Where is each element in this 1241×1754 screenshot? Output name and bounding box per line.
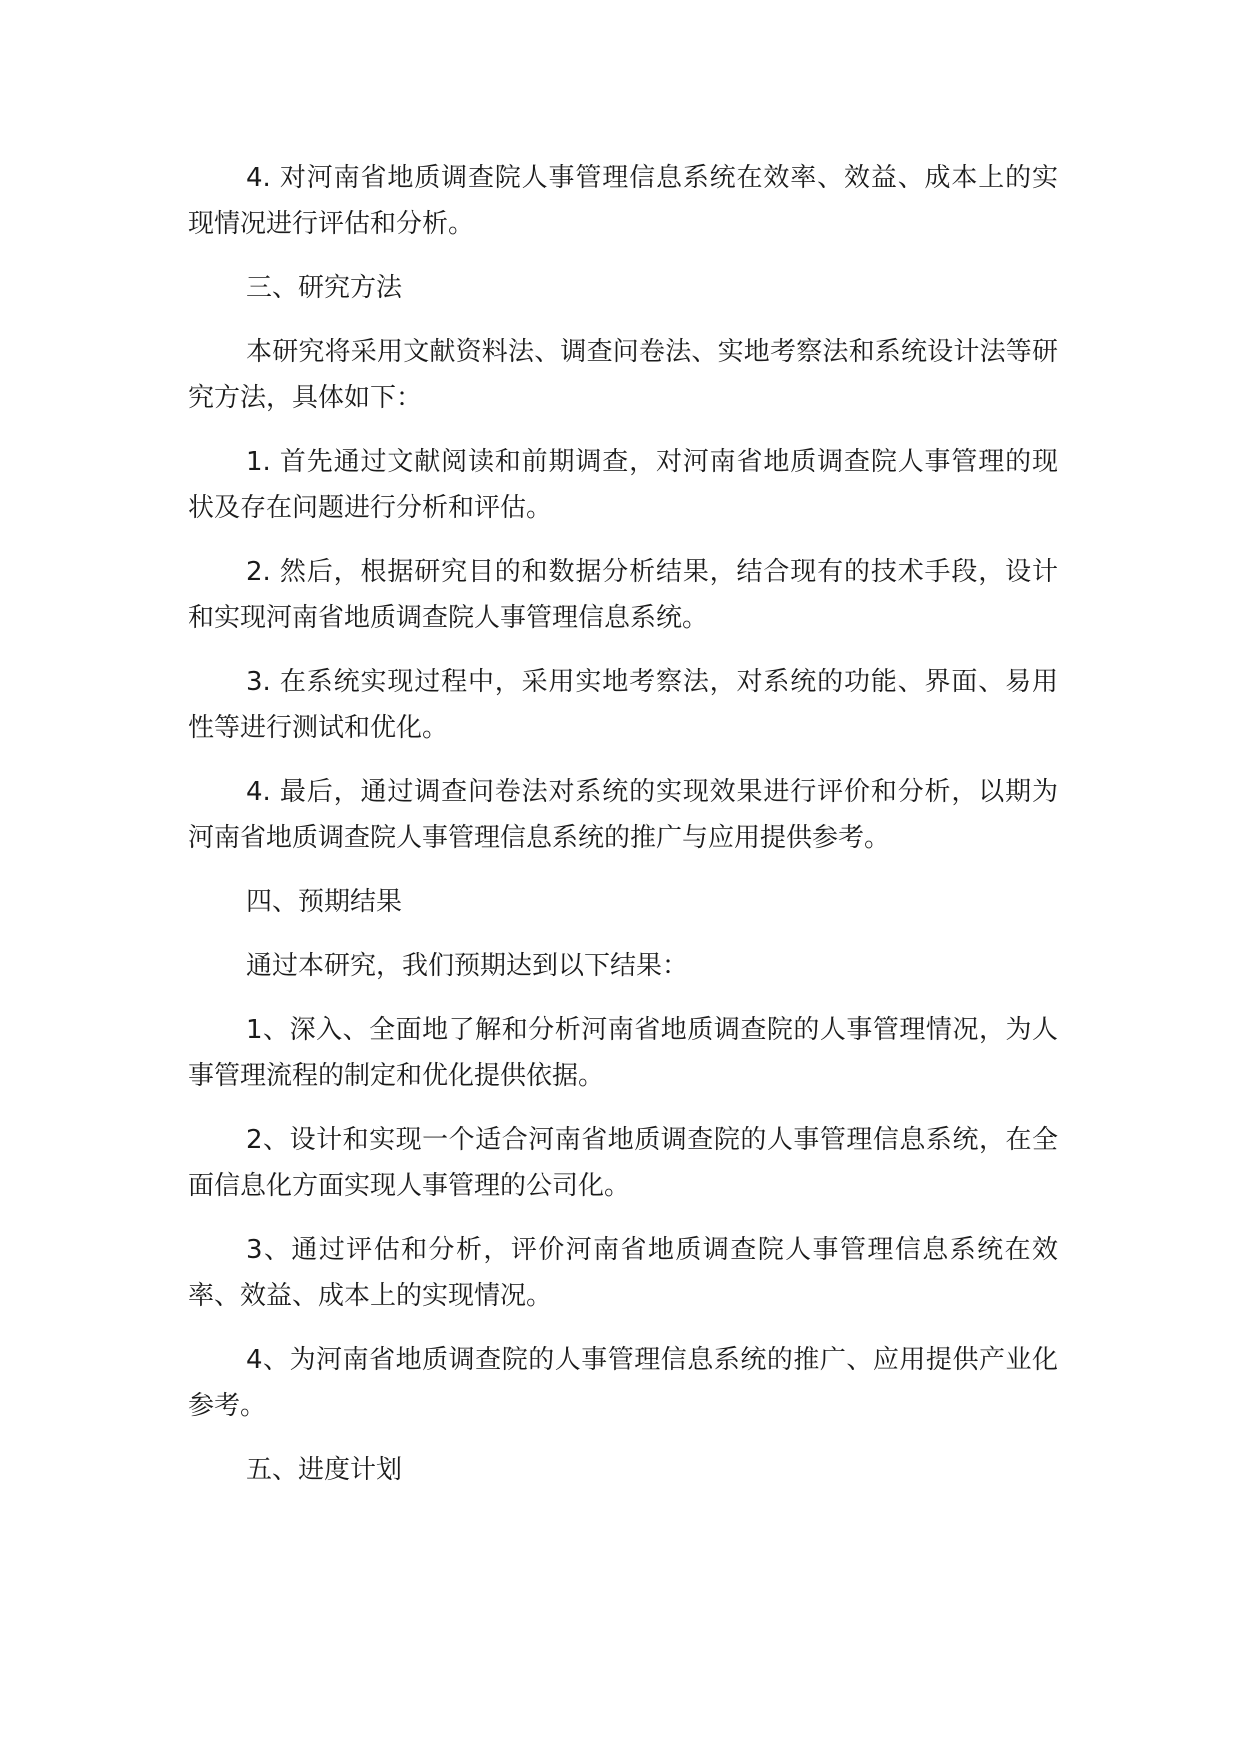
section-heading-expected-results: 四、预期结果 <box>246 887 403 917</box>
document-body <box>188 155 1058 1511</box>
paragraph-result-2: 2、设计和实现一个适合河南省地质调查院的人事管理信息系统，在全面信息化方面实现人事管理的公司化。 <box>188 1125 1058 1201</box>
paragraph-result-4: 4、为河南省地质调查院的人事管理信息系统的推广、应用提供产业化参考。 <box>188 1345 1058 1421</box>
paragraph-method-3: 3. 在系统实现过程中，采用实地考察法，对系统的功能、界面、易用性等进行测试和优化。 <box>188 667 1058 743</box>
paragraph-result-3: 3、通过评估和分析，评价河南省地质调查院人事管理信息系统在效率、效益、成本上的实现情况。 <box>188 1235 1058 1311</box>
paragraph-results-intro: 通过本研究，我们预期达到以下结果： <box>246 951 689 981</box>
paragraph-method-2: 2. 然后，根据研究目的和数据分析结果，结合现有的技术手段，设计和实现河南省地质调查院人事管理信息系统。 <box>188 557 1058 633</box>
section-heading-research-methods: 三、研究方法 <box>246 273 403 303</box>
paragraph-objective-4: 4. 对河南省地质调查院人事管理信息系统在效率、效益、成本上的实现情况进行评估和分析。 <box>188 163 1058 239</box>
paragraph-result-1: 1、深入、全面地了解和分析河南省地质调查院的人事管理情况，为人事管理流程的制定和优化提供依据。 <box>188 1015 1058 1091</box>
paragraph-method-4: 4. 最后，通过调查问卷法对系统的实现效果进行评价和分析，以期为河南省地质调查院人事管理信息系统的推广与应用提供参考。 <box>188 777 1058 853</box>
paragraph-method-1: 1. 首先通过文献阅读和前期调查，对河南省地质调查院人事管理的现状及存在问题进行分析和评估。 <box>188 447 1058 523</box>
paragraph-methods-intro: 本研究将采用文献资料法、调查问卷法、实地考察法和系统设计法等研究方法，具体如下： <box>188 337 1058 413</box>
section-heading-schedule: 五、进度计划 <box>246 1455 403 1485</box>
